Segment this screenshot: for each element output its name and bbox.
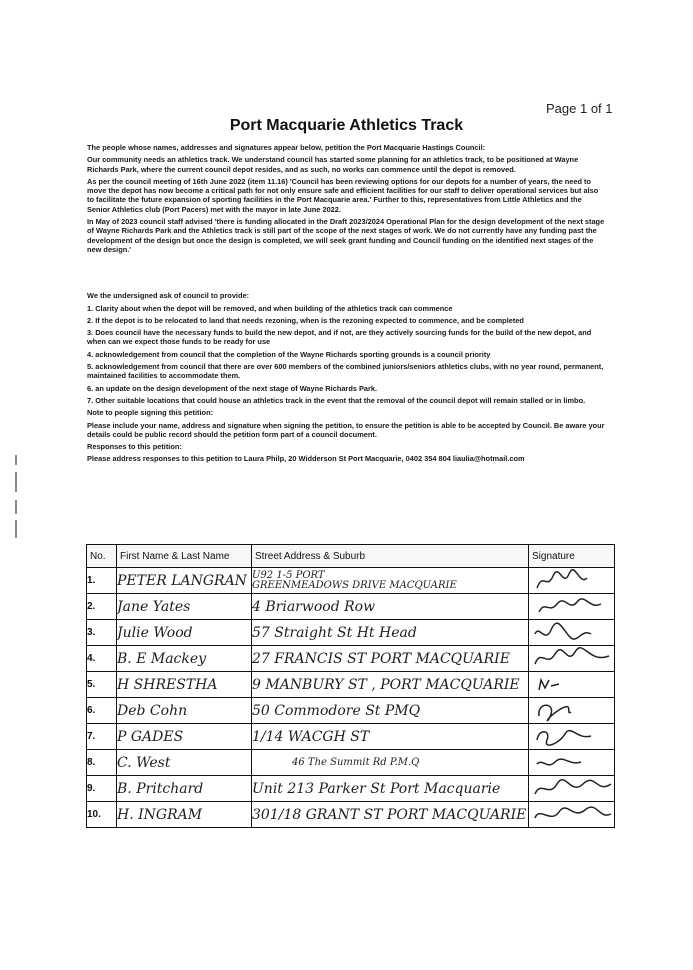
table-row (87, 646, 615, 672)
page-number: Page 1 of 1 (546, 101, 613, 116)
signature-cell (529, 776, 615, 802)
petition-body (87, 143, 605, 467)
ask-heading: We the undersigned ask of council to provide: (87, 291, 250, 301)
signer-name: Julie Wood (117, 620, 252, 646)
margin-mark (15, 520, 17, 538)
address-line: GREENMEADOWS DRIVE MACQUARIE (252, 579, 457, 591)
row-number: 6. (87, 698, 117, 724)
margin-mark (15, 472, 17, 492)
table-row (87, 776, 615, 802)
ask-item: 3. Does council have the necessary funds to build the new depot, and if not, are they actively sourcing funds for the build of the new depot, and when can we expect those funds to be ready for use (87, 328, 592, 347)
signature-cell (529, 724, 615, 750)
responses-heading: Responses to this petition: (87, 442, 182, 452)
signer-address: 46 The Summit Rd P.M.Q (252, 750, 529, 776)
signature-scribble (529, 724, 615, 749)
ask-item: 6. an update on the design development of the next stage of Wayne Richards Park. (87, 383, 378, 393)
header-no: No. (87, 545, 117, 568)
signer-name: H SHRESTHA (117, 672, 252, 698)
header-signature: Signature (529, 545, 615, 568)
signer-address: 50 Commodore St PMQ (252, 698, 529, 724)
ask-item: 7. Other suitable locations that could house an athletics track in the event that the removal of the council depot will remain stalled or in limbo. (87, 395, 586, 405)
intro-text: The people whose names, addresses and signatures appear below, petition the Port Macquarie Hastings Council: (87, 143, 486, 152)
note-heading: Note to people signing this petition: (87, 408, 214, 418)
signature-scribble (529, 646, 615, 671)
signer-address (252, 568, 529, 594)
signature-scribble (529, 594, 615, 619)
signature-cell (529, 620, 615, 646)
signer-name: Deb Cohn (117, 698, 252, 724)
signer-address: 1/14 WACGH ST (252, 724, 529, 750)
signer-address: 57 Straight St Ht Head (252, 620, 529, 646)
row-number: 3. (87, 620, 117, 646)
row-number: 9. (87, 776, 117, 802)
signer-name: B. Pritchard (117, 776, 252, 802)
table-row (87, 568, 615, 594)
table-row (87, 802, 615, 828)
table-row (87, 698, 615, 724)
page-title: Port Macquarie Athletics Track (229, 117, 464, 134)
header-address: Street Address & Suburb (252, 545, 529, 568)
signature-scribble (529, 672, 615, 697)
row-number: 8. (87, 750, 117, 776)
row-number: 1. (87, 568, 117, 594)
header-name: First Name & Last Name (117, 545, 252, 568)
table-row (87, 750, 615, 776)
ask-item: 4. acknowledgement from council that the completion of the Wayne Richards sporting grounds is a council priority (87, 349, 491, 359)
ask-item: 5. acknowledgement from council that there are over 600 members of the combined juniors/seniors athletics clubs, with no year round, permanent, maintained facilities to accommodate them. (87, 362, 604, 381)
signature-scribble (529, 568, 615, 593)
signer-name: B. E Mackey (117, 646, 252, 672)
signer-name: C. West (117, 750, 252, 776)
signature-cell (529, 672, 615, 698)
signature-cell (529, 802, 615, 828)
row-number: 10. (87, 802, 117, 828)
signature-table (86, 544, 615, 828)
signature-cell (529, 568, 615, 594)
signature-scribble (529, 620, 615, 645)
row-number: 4. (87, 646, 117, 672)
signature-scribble (529, 698, 615, 723)
signer-address: Unit 213 Parker St Port Macquarie (252, 776, 529, 802)
table-row (87, 594, 615, 620)
signer-address: 301/18 GRANT ST PORT MACQUARIE (252, 802, 529, 828)
table-row (87, 724, 615, 750)
signer-address: 9 MANBURY ST , PORT MACQUARIE (252, 672, 529, 698)
ask-item: 1. Clarity about when the depot will be removed, and when building of the athletics track can commence (87, 303, 453, 313)
row-number: 7. (87, 724, 117, 750)
signature-scribble (529, 750, 615, 775)
signer-address: 4 Briarwood Row (252, 594, 529, 620)
margin-mark (15, 455, 17, 465)
paragraph: In May of 2023 council staff advised 'there is funding allocated in the Draft 2023/2024 Operational Plan for the design development of the next stage of Wayne Richards Park and the Athletics track is still part of the scope of the next stages of work. We do not currently have any funding past the development of the design but once the design is completed, we will seek grant funding and Council funding on the identified next stages of the new design.' (87, 217, 605, 254)
signer-name: H. INGRAM (117, 802, 252, 828)
signature-scribble (529, 802, 615, 827)
signer-name: PETER LANGRAN (117, 568, 252, 594)
table-row (87, 672, 615, 698)
signature-cell (529, 594, 615, 620)
table-header-row (87, 545, 615, 568)
note-text: Please include your name, address and signature when signing the petition, to ensure the petition is able to be accepted by Council. Be aware your details could be public record should the petition form part of a council document. (87, 420, 605, 439)
address-line: U92 1-5 PORT (252, 569, 325, 581)
signer-name: P GADES (117, 724, 252, 750)
ask-item: 2. If the depot is to be relocated to land that needs rezoning, when is the rezoning expected to commence, and be completed (87, 315, 524, 325)
row-number: 5. (87, 672, 117, 698)
signature-cell (529, 698, 615, 724)
paragraph: Our community needs an athletics track. We understand council has started some planning for an athletics track, to be positioned at Wayne Richards Park, where the current council depot resides, and as such, no works can commence until the depot is removed. (87, 155, 579, 174)
signature-cell (529, 750, 615, 776)
responses-text: Please address responses to this petition to Laura Philp, 20 Widderson St Port Macquarie, 0402 354 804 liaulia@hotmail.com (87, 454, 525, 464)
paragraph: As per the council meeting of 16th June 2022 (item 11.16) 'Council has been reviewing options for our depots for a number of years, the need to move the depot has now become a critical path for not only ensure safe and efficient facilities for our staff to deliver operational services but also to facilitate the future expansion of sporting facilities in the Port Macquarie area.' Further to this, representatives from Little Athletics and the Senior Athletics club (Port Pacers) met with the mayor in late June 2022. (87, 176, 599, 214)
signer-address: 27 FRANCIS ST PORT MACQUARIE (252, 646, 529, 672)
margin-mark (15, 500, 17, 514)
signature-scribble (529, 776, 615, 801)
signer-name: Jane Yates (117, 594, 252, 620)
table-row (87, 620, 615, 646)
row-number: 2. (87, 594, 117, 620)
signature-cell (529, 646, 615, 672)
